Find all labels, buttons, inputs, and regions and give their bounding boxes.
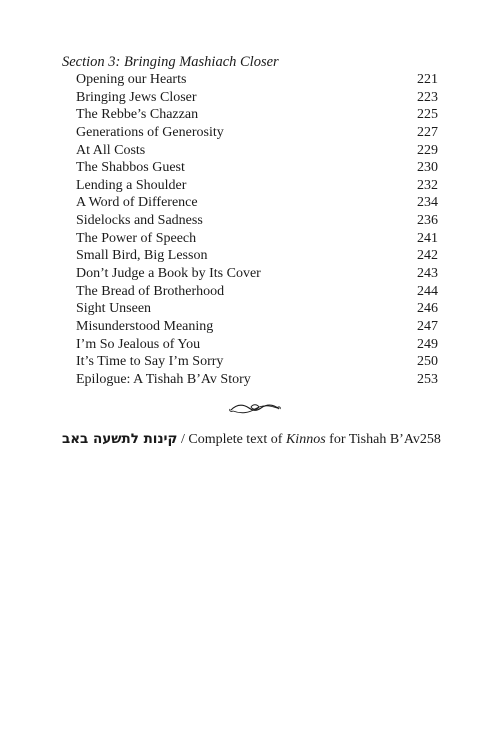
toc-entry-page-number: 234 [417,195,438,211]
toc-entry-title: Lending a Shoulder [76,177,187,193]
toc-entry[interactable] [76,124,438,142]
toc-entry[interactable] [76,212,438,230]
toc-entry[interactable] [76,159,438,177]
kinnos-italic-word: Kinnos [285,432,326,447]
toc-entry-title: The Shabbos Guest [76,160,185,176]
flourish-ornament-icon [229,401,281,417]
toc-entry-page-number: 246 [417,301,438,317]
toc-entry-page-number: 244 [417,283,438,299]
toc-entry[interactable] [76,336,438,354]
toc-entry[interactable] [76,247,438,265]
toc-entry-title: Don’t Judge a Book by Its Cover [76,266,261,282]
toc-entry[interactable] [76,106,438,124]
toc-entry-page-number: 253 [417,371,438,387]
kinnos-prefix: Complete text of [188,432,286,447]
toc-entry[interactable] [76,371,438,389]
toc-entry-title: Opening our Hearts [76,72,187,87]
toc-entry-page-number: 225 [417,107,438,123]
toc-entry-page-number: 241 [417,230,438,246]
toc-entry-title: The Power of Speech [76,230,197,246]
toc-entry[interactable] [76,194,438,212]
toc-entry-page-number: 221 [417,72,438,87]
toc-entry-page-number: 227 [417,124,438,140]
toc-entry[interactable] [76,318,438,336]
toc-entry[interactable] [76,89,438,107]
toc-entry-page-number: 249 [417,336,438,352]
toc-entry-page-number: 229 [417,142,438,158]
toc-entry[interactable] [76,283,438,301]
toc-entry[interactable] [76,142,438,160]
toc-entry-title: It’s Time to Say I’m Sorry [76,354,224,370]
toc-entry-title: Sidelocks and Sadness [76,213,203,229]
toc-entry-title: Misunderstood Meaning [76,318,214,334]
toc-entry-page-number: 223 [417,89,438,105]
toc-entry-page-number: 236 [417,213,438,229]
kinnos-entry-title [62,430,420,449]
toc-entry[interactable] [76,177,438,195]
kinnos-hebrew-title: קינות לתשעה באב [62,431,178,447]
toc-entry-page-number: 247 [417,318,438,334]
toc-entry-page-number: 242 [417,248,438,264]
toc-entry[interactable] [76,230,438,248]
kinnos-entry[interactable] [62,430,441,449]
toc-entry-title: The Rebbe’s Chazzan [76,107,199,123]
toc-entry-title: Sight Unseen [76,301,152,317]
toc-entry[interactable] [76,353,438,371]
toc-entry-title: I’m So Jealous of You [76,336,201,352]
toc-entry-list [76,71,438,389]
toc-entry-page-number: 232 [417,177,438,193]
toc-entry-title: Small Bird, Big Lesson [76,248,208,264]
toc-entry-title: The Bread of Brotherhood [76,283,225,299]
section-heading: Section 3: Bringing Mashiach Closer [62,54,279,70]
toc-entry-title: Epilogue: A Tishah B’Av Story [76,371,251,387]
kinnos-separator: / [177,432,189,447]
kinnos-page-number: 258 [419,432,441,447]
toc-entry-page-number: 243 [417,266,438,282]
kinnos-suffix: for Tishah B’Av [325,432,420,447]
toc-entry-title: A Word of Difference [76,195,198,211]
toc-entry-page-number: 230 [417,160,438,176]
toc-entry[interactable] [76,300,438,318]
toc-entry-title: At All Costs [76,142,146,158]
toc-entry-title: Bringing Jews Closer [76,89,197,105]
toc-entry[interactable] [76,265,438,283]
toc-entry-page-number: 250 [417,354,438,370]
toc-entry[interactable] [76,71,438,89]
toc-entry-title: Generations of Generosity [76,124,224,140]
